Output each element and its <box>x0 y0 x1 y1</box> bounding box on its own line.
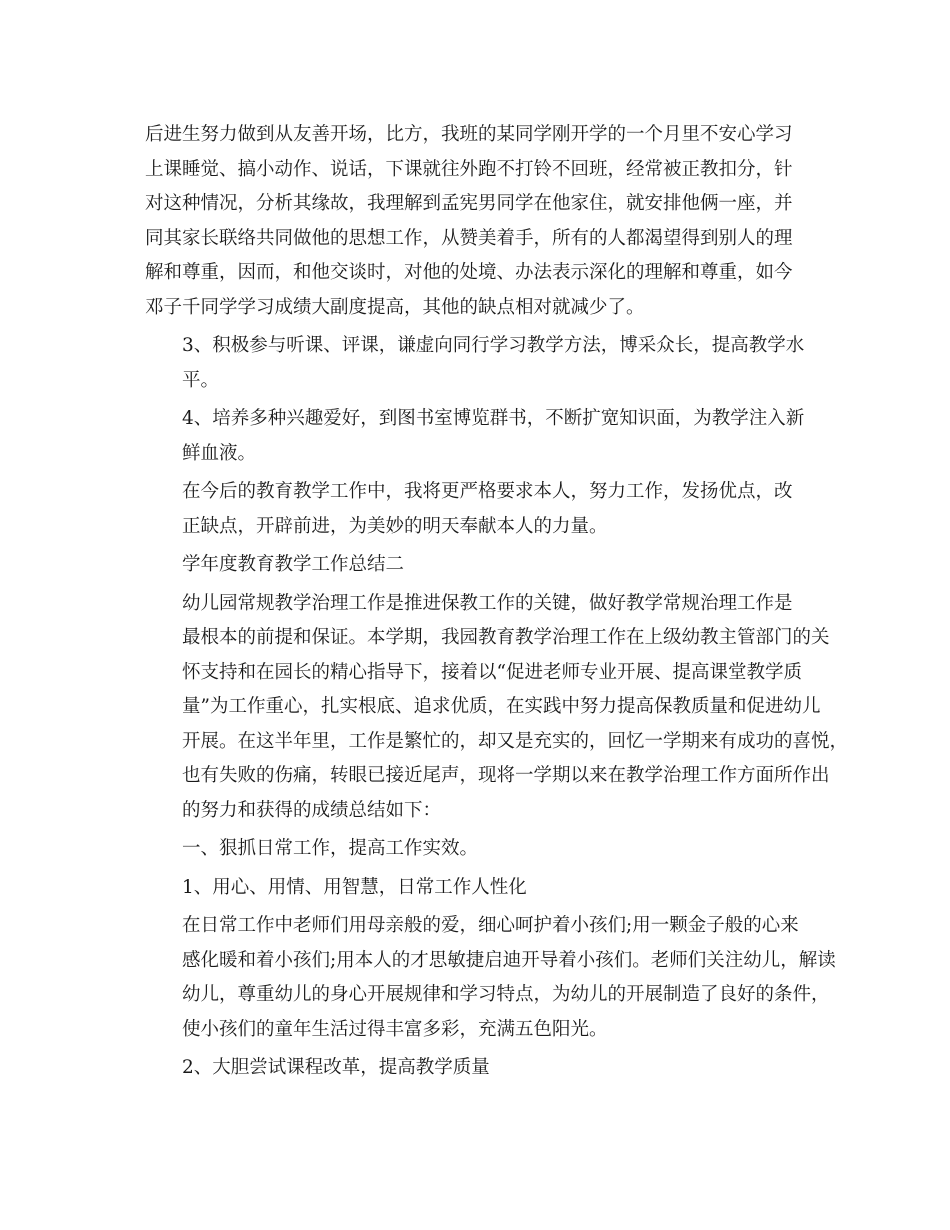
text-line: 平。 <box>182 369 220 391</box>
text-line: 幼儿园常规教学治理工作是推进保教工作的关键，做好教学常规治理工作是 <box>182 592 793 614</box>
text-line: 正缺点，开辟前进，为美妙的明天奉献本人的力量。 <box>182 515 608 537</box>
paragraph <box>145 329 810 398</box>
text-line: 3、积极参与听课、评课，谦虚向同行学习教学方法，博采众长，提高教学水 <box>182 335 805 356</box>
paragraph <box>145 402 810 471</box>
text-line: 怀支持和在园长的精心指导下，接着以“促进老师专业开展、提高课堂教学质 <box>182 661 802 683</box>
text-line: 开展。在这半年里，工作是繁忙的，却又是充实的，回忆一学期来有成功的喜悦， <box>182 730 849 752</box>
paragraph <box>145 832 810 867</box>
text-line: 上课睡觉、搞小动作、说话，下课就往外跑不打铃不回班，经常被正教扣分，针 <box>145 158 793 180</box>
text-line: 1、用心、用情、用智慧，日常工作人性化 <box>182 876 527 898</box>
paragraph <box>145 118 810 325</box>
text-line: 最根本的前提和保证。本学期，我园教育教学治理工作在上级幼教主管部门的关 <box>182 627 830 648</box>
text-line: 使小孩们的童年生活过得丰富多彩，充满五色阳光。 <box>182 1018 608 1040</box>
paragraph <box>145 548 810 583</box>
text-line: 幼儿，尊重幼儿的身心开展规律和学习特点，为幼儿的开展制造了良好的条件， <box>182 984 830 1005</box>
text-line: 4、培养多种兴趣爱好，到图书室博览群书，不断扩宽知识面，为教学注入新 <box>182 408 805 429</box>
text-line: 在日常工作中老师们用母亲般的爱，细心呵护着小孩们;用一颗金子般的心来 <box>182 915 799 936</box>
text-line: 邓子千同学学习成绩大副度提高，其他的缺点相对就减少了。 <box>145 296 645 318</box>
document-body <box>145 118 849 1090</box>
text-line: 一、狠抓日常工作，提高工作实效。 <box>182 838 479 859</box>
text-line: 的努力和获得的成绩总结如下： <box>182 799 442 821</box>
text-line: 2、大胆尝试课程改革，提高教学质量 <box>182 1057 490 1078</box>
paragraph <box>145 1051 810 1086</box>
text-line: 学年度教育教学工作总结二 <box>182 554 405 575</box>
text-line: 在今后的教育教学工作中，我将更严格要求本人，努力工作，发扬优点，改 <box>182 481 793 502</box>
text-line: 鲜血液。 <box>182 442 257 464</box>
text-line: 量”为工作重心，扎实根底、追求优质，在实践中努力提高保教质量和促进幼儿 <box>182 696 821 717</box>
text-line: 解和尊重，因而，和他交谈时，对他的处境、办法表示深化的理解和尊重，如今 <box>145 262 793 283</box>
paragraph <box>145 871 810 906</box>
text-line: 同其家长联络共同做他的思想工作，从赞美着手，所有的人都渴望得到别人的理 <box>145 227 793 249</box>
paragraph <box>145 587 849 829</box>
text-line: 也有失败的伤痛，转眼已接近尾声，现将一学期以来在教学治理工作方面所作出 <box>182 765 830 786</box>
paragraph <box>145 475 810 544</box>
text-line: 感化暖和着小孩们;用本人的才思敏捷启迪开导着小孩们。老师们关注幼儿，解读 <box>182 949 836 971</box>
text-line: 后进生努力做到从友善开场，比方，我班的某同学刚开学的一个月里不安心学习 <box>145 124 793 145</box>
text-line: 对这种情况，分析其缘故，我理解到孟宪男同学在他家住，就安排他俩一座，并 <box>145 193 793 214</box>
paragraph <box>145 909 836 1047</box>
